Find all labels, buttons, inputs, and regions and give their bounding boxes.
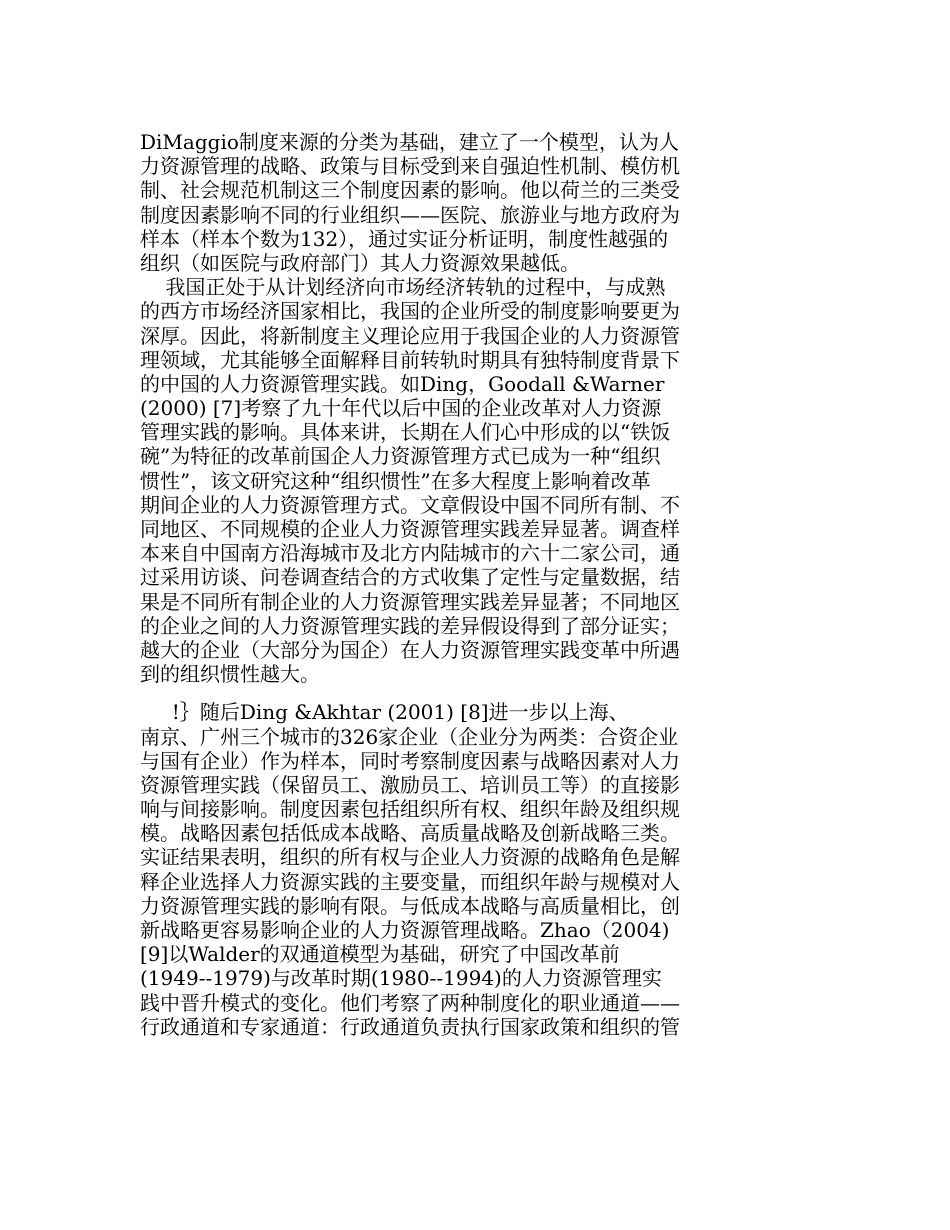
paragraph-1 [140, 130, 740, 275]
text-line: 同地区、不同规模的企业人力资源管理实践差异显著。调查样 [140, 517, 680, 541]
text-line: (1949--1979)与改革时期(1980--1994)的人力资源管理实 [140, 966, 662, 991]
text-line: 制度因素影响不同的行业组织——医院、旅游业与地方政府为 [140, 202, 680, 227]
text-line: 的西方市场经济国家相比，我国的企业所受的制度影响要更为 [140, 299, 680, 324]
text-line: 期间企业的人力资源管理方式。文章假设中国不同所有制、不 [140, 492, 680, 517]
text-line: 与国有企业）作为样本，同时考察制度因素与战略因素对人力 [140, 748, 680, 773]
paragraph-2 [140, 275, 740, 686]
text-line: 组织（如医院与政府部门）其人力资源效果越低。 [140, 250, 580, 275]
text-line: 力资源管理的战略、政策与目标受到来自强迫性机制、模仿机 [140, 154, 680, 179]
text-line: DiMaggio制度来源的分类为基础，建立了一个模型，认为人 [140, 130, 679, 154]
text-line: 释企业选择人力资源实践的主要变量，而组织年龄与规模对人 [140, 869, 680, 894]
text-line: 过采用访谈、问卷调查结合的方式收集了定性与定量数据，结 [140, 565, 680, 590]
paragraph-3 [140, 700, 740, 1039]
text-line: 深厚。因此，将新制度主义理论应用于我国企业的人力资源管 [140, 323, 680, 348]
text-line: 模。战略因素包括低成本战略、高质量战略及创新战略三类。 [140, 821, 680, 846]
text-line: [9]以Walder的双通道模型为基础，研究了中国改革前 [140, 942, 620, 967]
text-line: 的中国的人力资源管理实践。如Ding，Goodall &Warner [140, 371, 665, 396]
text-line: 理领域，尤其能够全面解释目前转轨时期具有独特制度背景下 [140, 347, 680, 372]
text-line: 本来自中国南方沿海城市及北方内陆城市的六十二家公司，通 [140, 541, 680, 566]
body-text [140, 130, 740, 1039]
text-line: 力资源管理实践的影响有限。与低成本战略与高质量相比，创 [140, 893, 680, 918]
text-line: (2000) [7]考察了九十年代以后中国的企业改革对人力资源 [140, 396, 662, 421]
text-line: 响与间接影响。制度因素包括组织所有权、组织年龄及组织规 [140, 797, 680, 822]
text-line: 资源管理实践（保留员工、激励员工、培训员工等）的直接影 [140, 772, 680, 797]
text-line: 我国正处于从计划经济向市场经济转轨的过程中，与成熟 [140, 275, 666, 300]
text-line: 越大的企业（大部分为国企）在人力资源管理实践变革中所遇 [140, 637, 680, 662]
text-line: 制、社会规范机制这三个制度因素的影响。他以荷兰的三类受 [140, 178, 680, 203]
text-line: 新战略更容易影响企业的人力资源管理战略。Zhao（2004) [140, 918, 670, 942]
text-line: 样本（样本个数为132），通过实证分析证明，制度性越强的 [140, 226, 669, 251]
text-line: 南京、广州三个城市的326家企业（企业分为两类：合资企业 [140, 724, 679, 749]
text-line: 碗”为特征的改革前国企人力资源管理方式已成为一种“组织 [140, 444, 661, 469]
paragraph-gap [140, 686, 740, 700]
text-line: 果是不同所有制企业的人力资源管理实践差异显著；不同地区 [140, 589, 680, 614]
text-line: 行政通道和专家通道：行政通道负责执行国家政策和组织的管 [140, 1014, 680, 1039]
text-line: 践中晋升模式的变化。他们考察了两种制度化的职业通道—— [140, 990, 680, 1015]
text-line: !｝随后Ding &Akhtar (2001) [8]进一步以上海、 [140, 700, 629, 725]
text-line: 实证结果表明，组织的所有权与企业人力资源的战略角色是解 [140, 845, 680, 870]
text-line: 惯性”，该文研究这种“组织惯性”在多大程度上影响着改革 [140, 468, 651, 493]
text-line: 的企业之间的人力资源管理实践的差异假设得到了部分证实； [140, 613, 680, 638]
text-line: 管理实践的影响。具体来讲，长期在人们心中形成的以“铁饭 [140, 420, 671, 445]
text-line: 到的组织惯性越大。 [140, 662, 320, 687]
